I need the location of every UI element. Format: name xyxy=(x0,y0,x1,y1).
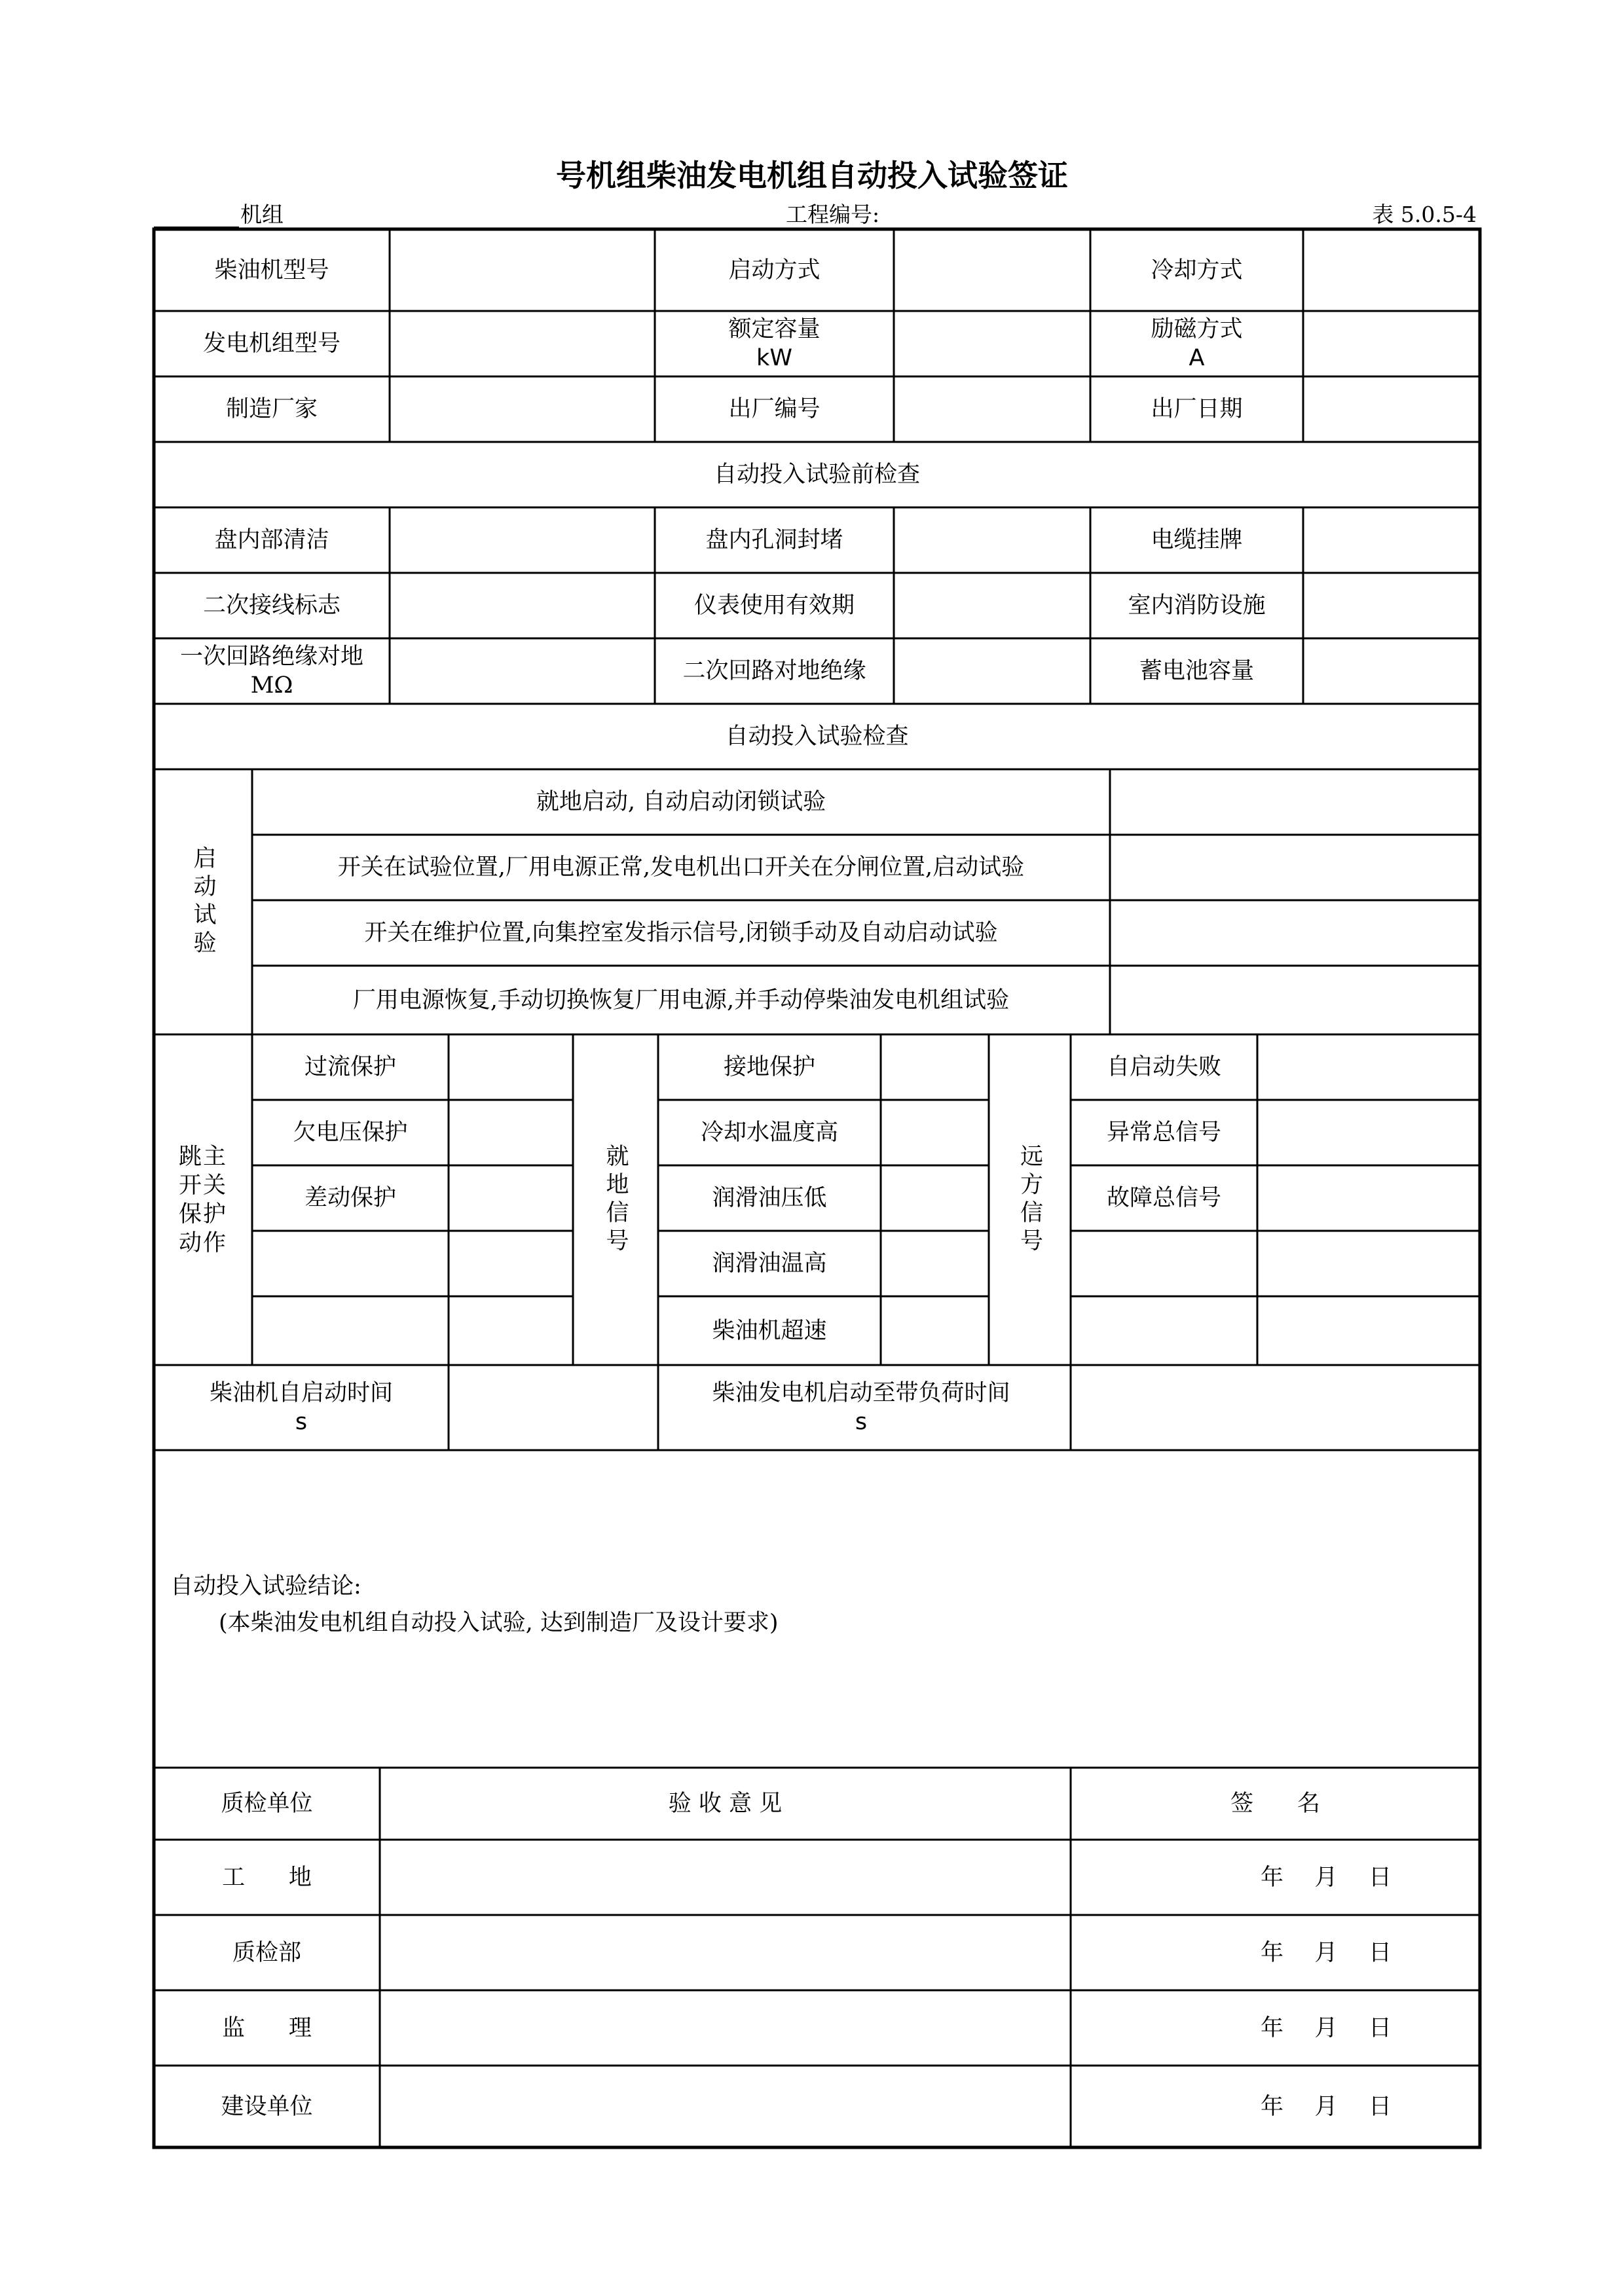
local-signal-item: 接地保护 xyxy=(723,1054,815,1080)
production-date-label: 出厂日期 xyxy=(1151,396,1243,422)
hole-sealing-label: 盘内孔洞封堵 xyxy=(705,527,843,553)
date-day: 日 xyxy=(1368,1939,1392,1966)
table-number: 表 5.0.5-4 xyxy=(1372,202,1477,227)
start-test-item: 厂用电源恢复,手动切换恢复厂用电源,并手动停柴油发电机组试验 xyxy=(352,987,1010,1013)
self-start-time-label xyxy=(154,1365,449,1450)
trip-item-undervoltage: 欠电压保护 xyxy=(293,1120,408,1146)
start-test-item: 就地启动, 自动启动闭锁试验 xyxy=(536,789,826,815)
date-day: 日 xyxy=(1368,2014,1392,2041)
trip-item-differential: 差动保护 xyxy=(304,1185,396,1211)
signoff-row-owner: 建设单位 xyxy=(221,2093,313,2120)
excitation-mode-unit: A xyxy=(1189,345,1205,371)
local-signal-item: 柴油机超速 xyxy=(712,1317,827,1344)
date-day: 日 xyxy=(1368,1864,1392,1891)
cable-tags-label: 电缆挂牌 xyxy=(1151,527,1243,553)
rated-capacity-label xyxy=(655,311,894,376)
signoff-date xyxy=(1261,1990,1392,2066)
secondary-wiring-marks-label: 二次接线标志 xyxy=(202,592,341,619)
remote-signal-item: 异常总信号 xyxy=(1106,1120,1221,1146)
start-test-label: 启动试验 xyxy=(190,845,216,958)
cabinet-clean-label: 盘内部清洁 xyxy=(214,527,329,553)
local-signal-item: 润滑油温高 xyxy=(712,1250,827,1277)
signoff-date xyxy=(1261,1840,1392,1915)
primary-insulation-text: 一次回路绝缘对地 xyxy=(179,644,363,670)
cooling-mode-label: 冷却方式 xyxy=(1151,257,1243,283)
start-mode-label: 启动方式 xyxy=(728,257,821,283)
excitation-mode-label xyxy=(1090,311,1303,376)
remote-signal-item: 自启动失败 xyxy=(1106,1054,1221,1080)
signoff-date xyxy=(1261,1915,1392,1990)
rated-capacity-text: 额定容量 xyxy=(728,316,821,342)
auto-test-title: 自动投入试验检查 xyxy=(725,723,909,750)
form-title: 号机组柴油发电机组自动投入试验签证 xyxy=(556,158,1068,193)
conclusion-label: 自动投入试验结论: xyxy=(170,1573,361,1599)
date-month: 月 xyxy=(1314,1939,1338,1966)
unit-suffix: 机组 xyxy=(240,202,284,227)
start-test-item: 开关在维护位置,向集控室发指示信号,闭锁手动及自动启动试验 xyxy=(364,920,998,946)
unit-field xyxy=(154,198,284,228)
excitation-mode-text: 励磁方式 xyxy=(1151,316,1243,342)
signoff-date xyxy=(1261,2066,1392,2147)
serial-no-label: 出厂编号 xyxy=(728,396,821,422)
self-start-time-unit: s xyxy=(295,1409,308,1435)
local-signal-label: 就地信号 xyxy=(602,1143,629,1256)
signoff-row-supervisor: 监 理 xyxy=(222,2014,312,2041)
conclusion-text: (本柴油发电机组自动投入试验, 达到制造厂及设计要求) xyxy=(219,1610,779,1636)
manufacturer-label: 制造厂家 xyxy=(225,396,318,422)
rated-capacity-unit: kW xyxy=(756,345,792,371)
date-year: 年 xyxy=(1261,1864,1284,1891)
primary-insulation-label xyxy=(154,638,390,704)
signoff-col-sign: 签 名 xyxy=(1230,1791,1320,1817)
signoff-col-opinion: 验 收 意 见 xyxy=(668,1791,783,1817)
signoff-row-qc: 质检部 xyxy=(232,1939,301,1966)
fire-facilities-label: 室内消防设施 xyxy=(1128,592,1266,619)
self-start-time-text: 柴油机自启动时间 xyxy=(209,1380,393,1406)
secondary-insulation-label: 二次回路对地绝缘 xyxy=(682,658,866,684)
project-no-label: 工程编号: xyxy=(786,202,880,227)
local-signal-item: 润滑油压低 xyxy=(712,1185,827,1211)
remote-signal-label: 远方信号 xyxy=(1016,1143,1043,1256)
conclusion-block xyxy=(170,1568,779,1641)
date-year: 年 xyxy=(1261,2093,1284,2120)
remote-signal-item: 故障总信号 xyxy=(1106,1185,1221,1211)
date-month: 月 xyxy=(1314,2014,1338,2041)
date-month: 月 xyxy=(1314,2093,1338,2120)
form-table xyxy=(154,229,1480,2151)
load-time-unit: s xyxy=(855,1409,868,1435)
trip-protection-label: 跳主开关保护动作 xyxy=(178,1143,227,1256)
trip-item-overcurrent: 过流保护 xyxy=(304,1054,396,1080)
signoff-col-unit: 质检单位 xyxy=(221,1791,313,1817)
date-month: 月 xyxy=(1314,1864,1338,1891)
instrument-validity-label: 仪表使用有效期 xyxy=(693,592,855,619)
start-test-item: 开关在试验位置,厂用电源正常,发电机出口开关在分闸位置,启动试验 xyxy=(337,854,1025,881)
signoff-row-site: 工 地 xyxy=(222,1864,312,1891)
date-day: 日 xyxy=(1368,2093,1392,2120)
unit-blank[interactable] xyxy=(154,207,239,228)
primary-insulation-unit: MΩ xyxy=(250,672,293,699)
date-year: 年 xyxy=(1261,1939,1284,1966)
load-time-label xyxy=(658,1365,1064,1450)
genset-model-label: 发电机组型号 xyxy=(202,331,341,357)
battery-capacity-label: 蓄电池容量 xyxy=(1139,658,1254,684)
pre-check-title: 自动投入试验前检查 xyxy=(713,462,920,488)
load-time-text: 柴油发电机启动至带负荷时间 xyxy=(712,1380,1010,1406)
local-signal-item: 冷却水温度高 xyxy=(700,1120,838,1146)
date-year: 年 xyxy=(1261,2014,1284,2041)
diesel-model-label: 柴油机型号 xyxy=(214,257,329,283)
